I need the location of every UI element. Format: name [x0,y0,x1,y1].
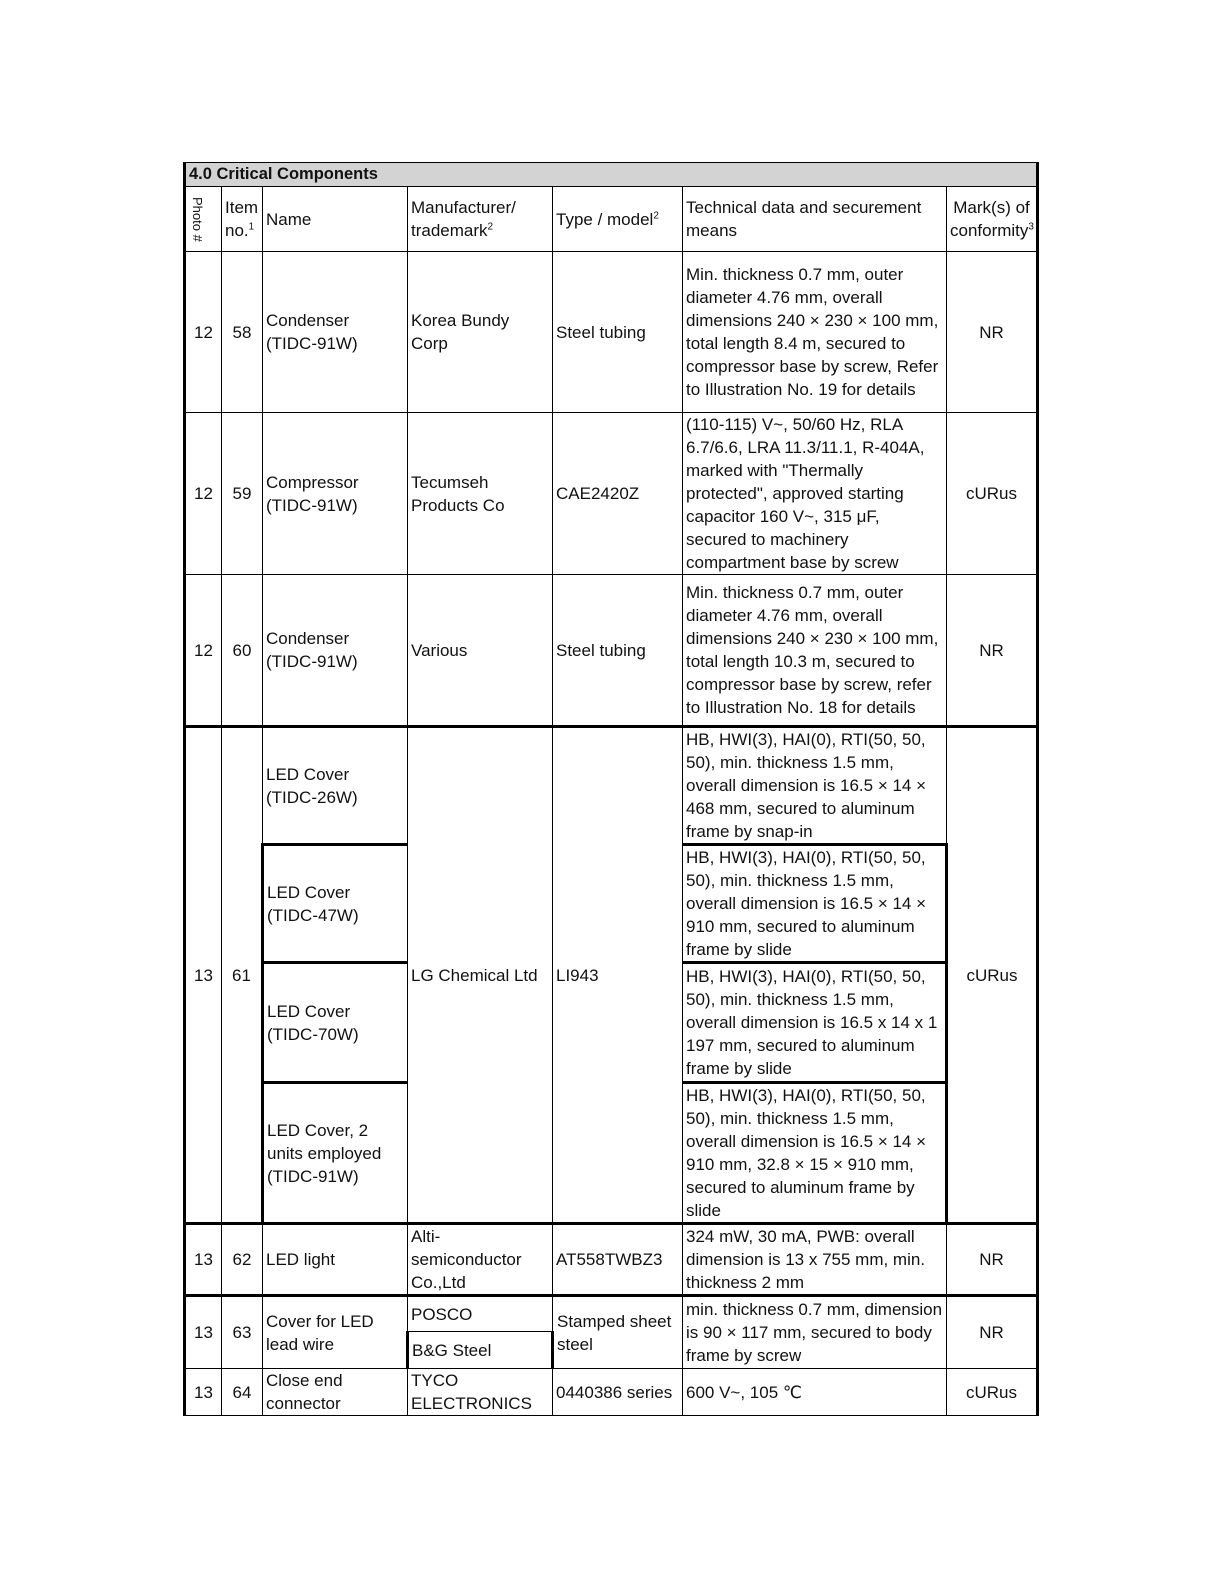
header-tech: Technical data and securement means [683,187,947,252]
photo-cell: 12 [185,575,222,727]
table-row [185,575,1038,727]
manufacturer-cell: B&G Steel [408,1332,553,1369]
type-cell: Steel tubing [553,252,683,413]
manufacturer-cell: TYCO ELECTRONICS [408,1369,553,1416]
mark-cell: cURus [947,727,1038,1224]
manufacturer-cell: Alti-semiconductor Co.,Ltd [408,1224,553,1296]
tech-cell: 600 V~, 105 ℃ [683,1369,947,1416]
header-marks: Mark(s) of conformity$^3$ [947,187,1038,252]
manufacturer-cell: POSCO [408,1296,553,1332]
table-row [185,1369,1038,1416]
item-cell: 62 [222,1224,263,1296]
mark-cell: NR [947,1224,1038,1296]
type-cell: AT558TWBZ3 [553,1224,683,1296]
table-row [185,413,1038,575]
table-row [185,1296,1038,1332]
header-photo: Photo # [185,187,222,252]
table-row [185,1224,1038,1296]
mark-cell: cURus [947,1369,1038,1416]
mark-cell: NR [947,575,1038,727]
mark-cell: NR [947,1296,1038,1369]
photo-cell: 12 [185,252,222,413]
type-cell: 0440386 series [553,1369,683,1416]
name-cell: LED light [263,1224,408,1296]
tech-cell: HB, HWI(3), HAI(0), RTI(50, 50, 50), min. thickness 1.5 mm, overall dimension is 16.5 x 14 x 1 197 mm, secured to aluminum frame by slide [683,963,947,1083]
item-cell: 60 [222,575,263,727]
manufacturer-cell: LG Chemical Ltd [408,727,553,1224]
item-cell: 61 [222,727,263,1224]
photo-cell: 13 [185,1296,222,1369]
section-title: 4.0 Critical Components [185,163,1038,187]
header-item: Item no.$^1$ [222,187,263,252]
tech-cell: (110-115) V~, 50/60 Hz, RLA 6.7/6.6, LRA 11.3/11.1, R-404A, marked with "Thermally protected", approved starting capacitor 160 V~, 315 μF, secured to machinery compartment base by screw [683,413,947,575]
photo-cell: 12 [185,413,222,575]
header-type: Type / model$^2$ [553,187,683,252]
table-row [185,727,1038,845]
type-cell: LI943 [553,727,683,1224]
name-cell: Compressor (TIDC-91W) [263,413,408,575]
name-cell: LED Cover, 2 units employed (TIDC-91W) [263,1083,408,1224]
tech-cell: HB, HWI(3), HAI(0), RTI(50, 50, 50), min. thickness 1.5 mm, overall dimension is 16.5 × 14 × 910 mm, secured to aluminum frame by slide [683,845,947,963]
item-cell: 59 [222,413,263,575]
name-cell: Condenser (TIDC-91W) [263,575,408,727]
photo-cell: 13 [185,1224,222,1296]
type-cell: CAE2420Z [553,413,683,575]
tech-cell: Min. thickness 0.7 mm, outer diameter 4.76 mm, overall dimensions 240 × 230 × 100 mm, total length 8.4 m, secured to compressor base by screw, Refer to Illustration No. 19 for details [683,252,947,413]
type-cell: Stamped sheet steel [553,1296,683,1369]
tech-cell: HB, HWI(3), HAI(0), RTI(50, 50, 50), min. thickness 1.5 mm, overall dimension is 16.5 × 14 × 910 mm, 32.8 × 15 × 910 mm, secured to aluminum frame by slide [683,1083,947,1224]
manufacturer-cell: Tecumseh Products Co [408,413,553,575]
photo-cell: 13 [185,727,222,1224]
name-cell: Close end connector [263,1369,408,1416]
type-cell: Steel tubing [553,575,683,727]
critical-components-table [183,162,1039,1416]
tech-cell: min. thickness 0.7 mm, dimension is 90 × 117 mm, secured to body frame by screw [683,1296,947,1369]
tech-cell: HB, HWI(3), HAI(0), RTI(50, 50, 50), min. thickness 1.5 mm, overall dimension is 16.5 × 14 × 468 mm, secured to aluminum frame by snap-in [683,727,947,845]
manufacturer-cell: Various [408,575,553,727]
item-cell: 63 [222,1296,263,1369]
header-manufacturer: Manufacturer/ trademark$^2$ [408,187,553,252]
table-row [185,252,1038,413]
name-cell: Cover for LED lead wire [263,1296,408,1369]
item-cell: 58 [222,252,263,413]
mark-cell: NR [947,252,1038,413]
item-cell: 64 [222,1369,263,1416]
mark-cell: cURus [947,413,1038,575]
name-cell: LED Cover (TIDC-26W) [263,727,408,845]
photo-cell: 13 [185,1369,222,1416]
tech-cell: Min. thickness 0.7 mm, outer diameter 4.76 mm, overall dimensions 240 × 230 × 100 mm, total length 10.3 m, secured to compressor base by screw, refer to Illustration No. 18 for details [683,575,947,727]
name-cell: LED Cover (TIDC-70W) [263,963,408,1083]
name-cell: Condenser (TIDC-91W) [263,252,408,413]
header-name: Name [263,187,408,252]
tech-cell: 324 mW, 30 mA, PWB: overall dimension is 13 x 755 mm, min. thickness 2 mm [683,1224,947,1296]
manufacturer-cell: Korea Bundy Corp [408,252,553,413]
name-cell: LED Cover (TIDC-47W) [263,845,408,963]
